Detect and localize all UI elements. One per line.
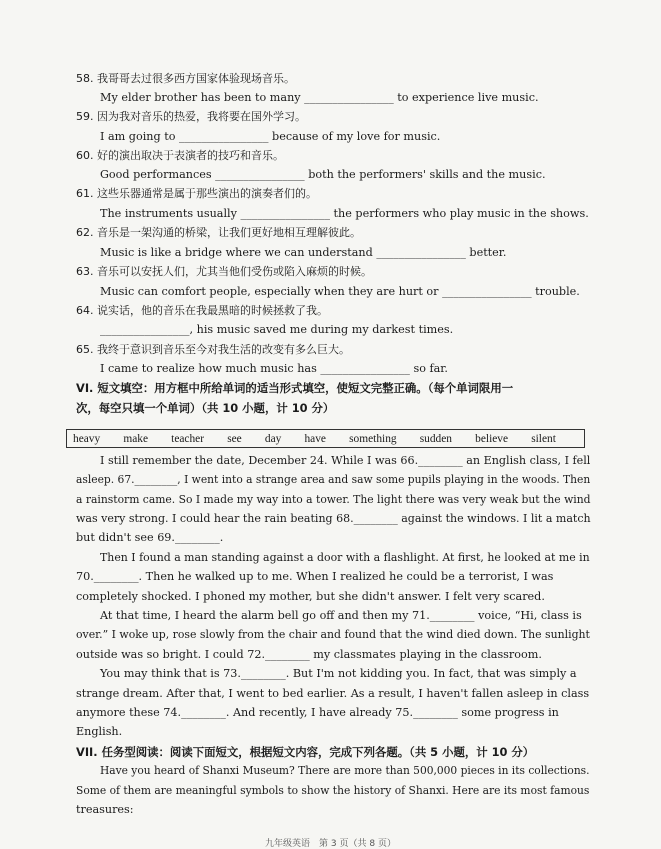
q58-chinese: 58. 我哥哥去过很多西方国家体验现场音乐。 xyxy=(76,72,295,85)
passage-line: was very strong. I could hear the rain beating 68.________ against the windows. I lit a match xyxy=(76,512,591,525)
passage-line: Have you heard of Shanxi Museum? There are more than 500,000 pieces in its collections. xyxy=(100,764,590,777)
word-bank-item: day xyxy=(264,432,282,445)
passage-line: You may think that is 73.________. But I'm not kidding you. In fact, that was simply a xyxy=(100,667,577,680)
passage-line: Some of them are meaningful symbols to show the history of Shanxi. Here are its most famous xyxy=(76,784,590,797)
q58-english: My elder brother has been to many ________________ to experience live music. xyxy=(100,91,539,104)
passage-line: treasures: xyxy=(76,803,134,816)
passage-line: English. xyxy=(76,725,123,738)
q63-english: Music can comfort people, especially when they are hurt or ________________ trouble. xyxy=(100,285,580,298)
section-vi-heading: VI. 短文填空：用方框中所给单词的适当形式填空，使短文完整正确。（每个单词限用一 xyxy=(76,381,514,395)
passage-line: strange dream. After that, I went to bed earlier. As a result, I haven't fallen asleep in class xyxy=(76,687,590,700)
q59-chinese: 59. 因为我对音乐的热爱，我将要在国外学习。 xyxy=(76,110,306,123)
page-footer: 九年级英语 第 3 页（共 8 页） xyxy=(265,839,396,849)
q59-english: I am going to ________________ because of my love for music. xyxy=(100,130,441,143)
q61-chinese: 61. 这些乐器通常是属于那些演出的演奏者们的。 xyxy=(76,187,317,200)
q60-english: Good performances ________________ both the performers' skills and the music. xyxy=(100,168,546,181)
q60-chinese: 60. 好的演出取决于表演者的技巧和音乐。 xyxy=(76,149,284,162)
passage-line: 70.________. Then he walked up to me. When I realized he could be a terrorist, I was xyxy=(76,570,554,583)
word-bank-item: have xyxy=(304,432,326,445)
passage-line: but didn't see 69.________. xyxy=(76,531,224,544)
passage-line: I still remember the date, December 24. While I was 66.________ an English class, I fell xyxy=(100,454,591,467)
q64-english: ________________, his music saved me during my darkest times. xyxy=(100,323,454,336)
passage-line: over.” I woke up, rose slowly from the chair and found that the wind died down. The sunlight xyxy=(76,628,590,641)
passage-line: At that time, I heard the alarm bell go off and then my 71.________ voice, “Hi, class is xyxy=(100,609,582,622)
q62-chinese: 62. 音乐是一架沟通的桥梁，让我们更好地相互理解彼此。 xyxy=(76,226,361,239)
word-bank-item: make xyxy=(123,432,149,445)
passage-line: completely shocked. I phoned my mother, but she didn't answer. I felt very scared. xyxy=(76,590,545,603)
passage-line: asleep. 67.________, I went into a strange area and saw some pupils playing in the woods. Then xyxy=(76,473,591,486)
q65-chinese: 65. 我终于意识到音乐至今对我生活的改变有多么巨大。 xyxy=(76,343,350,356)
word-bank-item: heavy xyxy=(73,432,101,445)
section-vi-heading-cont: 次，每空只填一个单词）（共 10 小题，计 10 分） xyxy=(76,401,335,415)
passage-line: a rainstorm came. So I made my way into a tower. The light there was very weak but the wind xyxy=(76,493,591,506)
word-bank-box xyxy=(66,429,585,448)
passage-line: anymore these 74.________. And recently, I have already 75.________ some progress in xyxy=(76,706,559,719)
q61-english: The instruments usually ________________ the performers who play music in the shows. xyxy=(100,207,589,220)
passage-line: outside was so bright. I could 72.________ my classmates playing in the classroom. xyxy=(76,648,542,661)
word-bank-item: silent xyxy=(531,432,556,445)
word-bank-item: believe xyxy=(475,432,509,445)
passage-line: Then I found a man standing against a door with a flashlight. At first, he looked at me in xyxy=(100,551,590,564)
word-bank-item: see xyxy=(227,432,242,445)
q64-chinese: 64. 说实话，他的音乐在我最黑暗的时候拯救了我。 xyxy=(76,304,328,317)
q63-chinese: 63. 音乐可以安抚人们，尤其当他们受伤或陷入麻烦的时候。 xyxy=(76,265,372,278)
q65-english: I came to realize how much music has ________________ so far. xyxy=(100,362,448,375)
q62-english: Music is like a bridge where we can understand ________________ better. xyxy=(100,246,507,259)
word-bank-item: sudden xyxy=(419,432,453,445)
word-bank-item: teacher xyxy=(171,432,205,445)
section-vii-heading: VII. 任务型阅读：阅读下面短文，根据短文内容，完成下列各题。（共 5 小题，计 10 分） xyxy=(76,745,535,759)
word-bank-item: something xyxy=(349,432,397,445)
